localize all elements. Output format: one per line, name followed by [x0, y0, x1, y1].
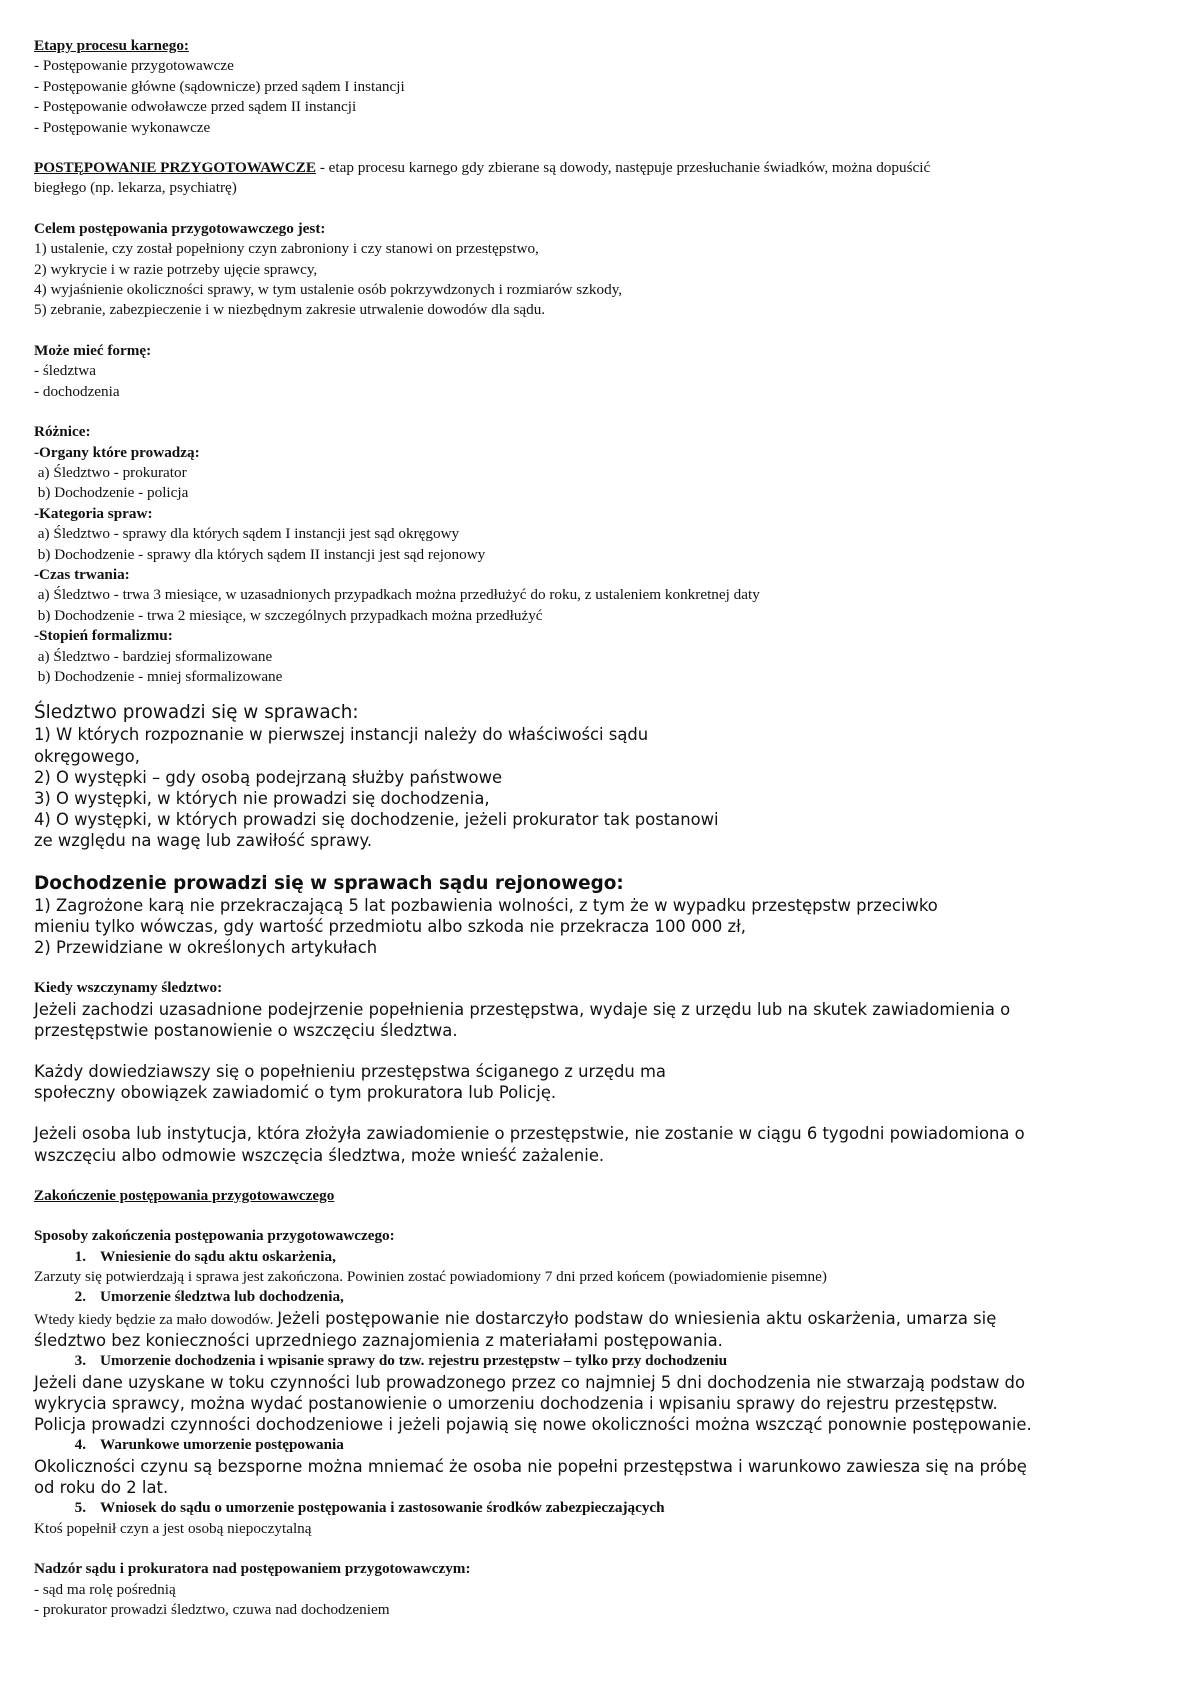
- forma-item: - dochodzenia: [34, 382, 120, 400]
- zakonczenie-item-text: Ktoś popełnił czyn a jest osobą niepoczytalną: [34, 1519, 312, 1537]
- kiedy-p2-line: społeczny obowiązek zawiadomić o tym prokuratora lub Policję.: [34, 1083, 557, 1103]
- item-title-text: Umorzenie śledztwa lub dochodzenia,: [100, 1288, 344, 1306]
- etapy-item: - Postępowanie odwoławcze przed sądem II instancji: [34, 98, 357, 116]
- celem-item: 1) ustalenie, czy został popełniony czyn zabroniony i czy stanowi on przestępstwo,: [34, 240, 539, 258]
- sledztwo-heading: Śledztwo prowadzi się w sprawach:: [34, 702, 359, 724]
- definition-term: POSTĘPOWANIE PRZYGOTOWAWCZE: [34, 159, 317, 177]
- kiedy-heading: Kiedy wszczynamy śledztwo:: [34, 979, 223, 997]
- dochodzenie-heading: Dochodzenie prowadzi się w sprawach sądu rejonowego:: [34, 872, 624, 894]
- sledztwo-line: 3) O występki, w których nie prowadzi się dochodzenia,: [34, 788, 490, 808]
- item-number: 3.: [74, 1352, 86, 1370]
- zakonczenie-item-text: Jeżeli dane uzyskane w toku czynności lub prowadzonego przez co najmniej 5 dni dochodzenia nie stwarzają podstaw do: [34, 1372, 1025, 1392]
- sledztwo-line: okręgowego,: [34, 746, 140, 766]
- item-number: 2.: [74, 1288, 86, 1306]
- item-number: 4.: [74, 1436, 86, 1454]
- kiedy-p1-line: Jeżeli zachodzi uzasadnione podejrzenie popełnienia przestępstwa, wydaje się z urzędu lub na skutek zawiadomienia o: [34, 999, 1011, 1019]
- sledztwo-line: 2) O występki – gdy osobą podejrzaną służby państwowe: [34, 767, 503, 787]
- zakonczenie-item-title: [34, 1287, 1164, 1307]
- roznice-group-title: -Kategoria spraw:: [34, 504, 153, 522]
- kiedy-p3-line: Jeżeli osoba lub instytucja, która złożyła zawiadomienie o przestępstwie, nie zostanie w ciągu 6 tygodni powiadomiona o: [34, 1124, 1025, 1144]
- definition-text: - etap procesu karnego gdy zbierane są dowody, następuje przesłuchanie świadków, można dopuścić: [316, 159, 931, 177]
- roznice-group-title: -Czas trwania:: [34, 565, 130, 583]
- document-page: [34, 36, 1164, 1620]
- roznice-item: a) Śledztwo - prokurator: [34, 463, 187, 481]
- roznice-group-title: -Organy które prowadzą:: [34, 443, 200, 461]
- roznice-item: b) Dochodzenie - policja: [34, 484, 189, 502]
- definition-line: [34, 158, 1164, 178]
- etapy-item: - Postępowanie wykonawcze: [34, 118, 211, 136]
- zakonczenie-heading: Zakończenie postępowania przygotowawczego: [34, 1186, 335, 1204]
- sledztwo-line: 4) O występki, w których prowadzi się dochodzenie, jeżeli prokurator tak postanowi: [34, 810, 719, 830]
- zakonczenie-item-text: Zarzuty się potwierdzają i sprawa jest zakończona. Powinien zostać powiadomiony 7 dni przed końcem (powiadomienie pisemne): [34, 1268, 827, 1286]
- roznice-item: a) Śledztwo - trwa 3 miesiące, w uzasadnionych przypadkach można przedłużyć do roku, z ustaleniem konkretnej daty: [34, 586, 760, 604]
- zakonczenie-item-text: Policja prowadzi czynności dochodzeniowe i jeżeli pojawią się nowe okoliczności można wszcząć ponownie postępowanie.: [34, 1415, 1032, 1435]
- dochodzenie-line: mieniu tylko wówczas, gdy wartość przedmiotu albo szkoda nie przekracza 100 000 zł,: [34, 916, 747, 936]
- item-text-serif: Wtedy kiedy będzie za mało dowodów.: [34, 1310, 278, 1328]
- roznice-item: b) Dochodzenie - trwa 2 miesiące, w szczególnych przypadkach można przedłużyć: [34, 606, 543, 624]
- nadzor-heading: Nadzór sądu i prokuratora nad postępowaniem przygotowawczym:: [34, 1560, 471, 1578]
- zakonczenie-subheading: Sposoby zakończenia postępowania przygotowawczego:: [34, 1227, 395, 1245]
- nadzor-item: - prokurator prowadzi śledztwo, czuwa nad dochodzeniem: [34, 1600, 390, 1618]
- item-title-text: Warunkowe umorzenie postępowania: [100, 1436, 344, 1454]
- item-title-text: Wniosek do sądu o umorzenie postępowania i zastosowanie środków zabezpieczających: [100, 1499, 665, 1517]
- item-title-text: Umorzenie dochodzenia i wpisanie sprawy do tzw. rejestru przestępstw – tylko przy dochodzeniu: [100, 1352, 728, 1370]
- item-number: 1.: [74, 1247, 86, 1265]
- zakonczenie-item-title: [34, 1247, 1164, 1267]
- nadzor-item: - sąd ma rolę pośrednią: [34, 1580, 176, 1598]
- forma-heading: Może mieć formę:: [34, 341, 152, 359]
- roznice-item: a) Śledztwo - sprawy dla których sądem I instancji jest sąd okręgowy: [34, 525, 460, 543]
- roznice-item: a) Śledztwo - bardziej sformalizowane: [34, 647, 273, 665]
- item-title-text: Wniesienie do sądu aktu oskarżenia,: [100, 1247, 336, 1265]
- dochodzenie-line: 2) Przewidziane w określonych artykułach: [34, 938, 378, 957]
- zakonczenie-item-title: [34, 1435, 1164, 1455]
- item-text-sans: Jeżeli postępowanie nie dostarczyło podstaw do wniesienia aktu oskarżenia, umarza się: [277, 1308, 997, 1328]
- zakonczenie-item-title: [34, 1498, 1164, 1518]
- item-number: 5.: [74, 1499, 86, 1517]
- zakonczenie-item-title: [34, 1351, 1164, 1371]
- celem-heading: Celem postępowania przygotowawczego jest:: [34, 219, 326, 237]
- kiedy-p2-line: Każdy dowiedziawszy się o popełnieniu przestępstwa ściganego z urzędu ma: [34, 1062, 666, 1082]
- celem-item: 2) wykrycie i w razie potrzeby ujęcie sprawcy,: [34, 260, 318, 278]
- zakonczenie-item-text: od roku do 2 lat.: [34, 1478, 169, 1498]
- roznice-group-title: -Stopień formalizmu:: [34, 627, 173, 645]
- etapy-heading: Etapy procesu karnego:: [34, 37, 189, 54]
- roznice-item: b) Dochodzenie - mniej sformalizowane: [34, 667, 283, 685]
- etapy-item: - Postępowanie przygotowawcze: [34, 57, 234, 75]
- zakonczenie-item-text: wykrycia sprawcy, można wydać postanowienie o umorzeniu dochodzenia i wpisaniu sprawy do rejestru przestępstw.: [34, 1394, 998, 1414]
- kiedy-p1-line: przestępstwie postanowienie o wszczęciu śledztwa.: [34, 1020, 458, 1040]
- roznice-item: b) Dochodzenie - sprawy dla których sądem II instancji jest sąd rejonowy: [34, 545, 486, 563]
- sledztwo-line: 1) W których rozpoznanie w pierwszej instancji należy do właściwości sądu: [34, 725, 649, 745]
- dochodzenie-line: 1) Zagrożone karą nie przekraczającą 5 lat pozbawienia wolności, z tym że w wypadku przestępstw przeciwko: [34, 895, 938, 915]
- sledztwo-line: ze względu na wagę lub zawiłość sprawy.: [34, 831, 373, 851]
- definition-line-2: biegłego (np. lekarza, psychiatrę): [34, 179, 237, 197]
- zakonczenie-item-text: [34, 1308, 1164, 1330]
- celem-item: 5) zebranie, zabezpieczenie i w niezbędnym zakresie utrwalenie dowodów dla sądu.: [34, 301, 546, 319]
- etapy-item: - Postępowanie główne (sądownicze) przed sądem I instancji: [34, 77, 405, 95]
- roznice-heading: Różnice:: [34, 423, 91, 441]
- kiedy-p3-line: wszczęciu albo odmowie wszczęcia śledztwa, może wnieść zażalenie.: [34, 1145, 605, 1165]
- celem-item: 4) wyjaśnienie okoliczności sprawy, w tym ustalenie osób pokrzywdzonych i rozmiarów szkody,: [34, 281, 623, 299]
- forma-item: - śledztwa: [34, 362, 96, 380]
- zakonczenie-item-text: Okoliczności czynu są bezsporne można mniemać że osoba nie popełni przestępstwa i warunkowo zawiesza się na próbę: [34, 1456, 1027, 1476]
- zakonczenie-item-text: śledztwo bez konieczności uprzedniego zaznajomienia z materiałami postępowania.: [34, 1331, 723, 1351]
